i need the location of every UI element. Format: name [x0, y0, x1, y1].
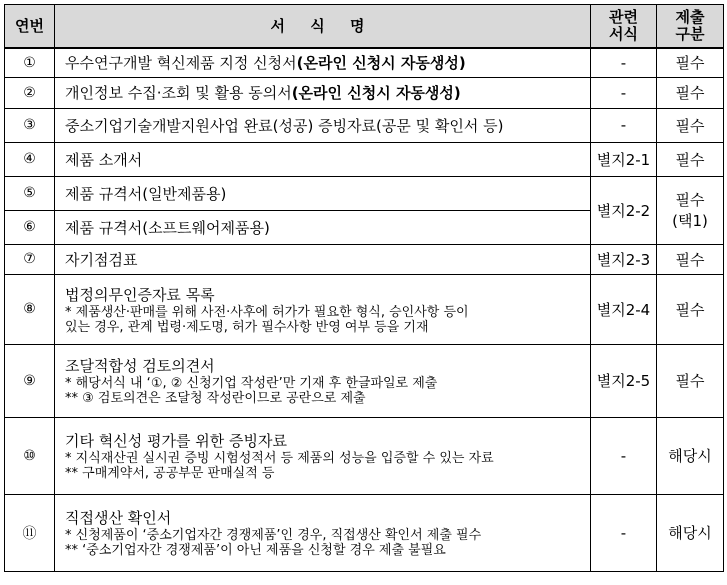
row-number: ④ — [5, 142, 55, 176]
row-number: ⑤ — [5, 176, 55, 210]
form-name: 개인정보 수집·조회 및 활용 동의서(온라인 신청시 자동생성) — [55, 77, 591, 108]
submission-type: 필수 — [657, 108, 724, 142]
form-name: 기타 혁신성 평가를 위한 증빙자료 * 지식재산권 실시권 증빙 시험성적서 등 제품의 성능을 입증할 수 있는 자료 ** 구매계약서, 공공부문 판매실적 등 — [55, 417, 591, 494]
row-number: ⑧ — [5, 274, 55, 344]
form-name: 제품 규격서(일반제품용) — [55, 176, 591, 210]
table-row — [5, 417, 724, 494]
related-form: - — [591, 417, 657, 494]
submission-type: 필수 — [657, 244, 724, 274]
form-name: 조달적합성 검토의견서 * 해당서식 내 ‘①, ② 신청기업 작성란’만 기재 후 한글파일로 제출 ** ③ 검토의견은 조달청 작성란이므로 공란으로 제출 — [55, 344, 591, 417]
table-row — [5, 176, 724, 210]
table-row — [5, 494, 724, 571]
table-row — [5, 274, 724, 344]
header-form: 서 식 명 — [55, 5, 591, 49]
form-note: * 신청제품이 ‘중소기업자간 경쟁제품’인 경우, 직접생산 확인서 제출 필수 — [65, 528, 482, 543]
form-note: * 제품생산·판매를 위해 사전·사후에 허가가 필요한 형식, 승인사항 등이 — [65, 304, 469, 320]
form-name: 중소기업기술개발지원사업 완료(성공) 증빙자료(공문 및 확인서 등) — [55, 108, 591, 142]
table-row — [5, 108, 724, 142]
related-form: 별지2-2 — [591, 176, 657, 244]
related-form: 별지2-3 — [591, 244, 657, 274]
submission-type: 해당시 — [657, 494, 724, 571]
row-number: ⑦ — [5, 244, 55, 274]
form-name: 우수연구개발 혁신제품 지정 신청서(온라인 신청시 자동생성) — [55, 48, 591, 77]
row-number: ⑪ — [5, 494, 55, 571]
table-row — [5, 142, 724, 176]
submission-forms-table — [4, 4, 724, 572]
row-number: ① — [5, 48, 55, 77]
table-row — [5, 344, 724, 417]
header-no: 연번 — [5, 5, 55, 49]
form-name: 법정의무인증자료 목록 * 제품생산·판매를 위해 사전·사후에 허가가 필요한 형식, 승인사항 등이 있는 경우, 관계 법령·제도명, 허가 필수사항 반영 여부 등을 기재 — [55, 274, 591, 344]
row-number: ⑨ — [5, 344, 55, 417]
row-number: ⑥ — [5, 210, 55, 244]
form-note: ** ‘중소기업자간 경쟁제품’이 아닌 제품을 신청할 경우 제출 불필요 — [65, 543, 446, 558]
submission-type: 해당시 — [657, 417, 724, 494]
header-ref: 관련 서식 — [591, 5, 657, 49]
row-number: ③ — [5, 108, 55, 142]
form-note: * 해당서식 내 ‘①, ② 신청기업 작성란’만 기재 후 한글파일로 제출 — [65, 376, 438, 391]
form-note: ** 구매계약서, 공공부문 판매실적 등 — [65, 466, 275, 481]
form-name: 제품 소개서 — [55, 142, 591, 176]
table-row — [5, 77, 724, 108]
submission-type: 필수 (택1) — [657, 176, 724, 244]
related-form: - — [591, 77, 657, 108]
table-header-row — [5, 5, 724, 49]
row-number: ② — [5, 77, 55, 108]
submission-type: 필수 — [657, 274, 724, 344]
table-row — [5, 244, 724, 274]
submission-type: 필수 — [657, 344, 724, 417]
related-form: - — [591, 108, 657, 142]
related-form: - — [591, 48, 657, 77]
related-form: 별지2-5 — [591, 344, 657, 417]
related-form: - — [591, 494, 657, 571]
header-req: 제출 구분 — [657, 5, 724, 49]
related-form: 별지2-4 — [591, 274, 657, 344]
submission-type: 필수 — [657, 48, 724, 77]
row-number: ⑩ — [5, 417, 55, 494]
form-note: ** ③ 검토의견은 조달청 작성란이므로 공란으로 제출 — [65, 391, 366, 406]
form-name: 직접생산 확인서 * 신청제품이 ‘중소기업자간 경쟁제품’인 경우, 직접생산 확인서 제출 필수 ** ‘중소기업자간 경쟁제품’이 아닌 제품을 신청할 경우 제출 불필요 — [55, 494, 591, 571]
table-row — [5, 48, 724, 77]
form-name: 제품 규격서(소프트웨어제품용) — [55, 210, 591, 244]
form-name: 자기점검표 — [55, 244, 591, 274]
submission-type: 필수 — [657, 142, 724, 176]
form-note: * 지식재산권 실시권 증빙 시험성적서 등 제품의 성능을 입증할 수 있는 자료 — [65, 451, 494, 466]
form-note: 있는 경우, 관계 법령·제도명, 허가 필수사항 반영 여부 등을 기재 — [65, 319, 429, 335]
related-form: 별지2-1 — [591, 142, 657, 176]
submission-type: 필수 — [657, 77, 724, 108]
